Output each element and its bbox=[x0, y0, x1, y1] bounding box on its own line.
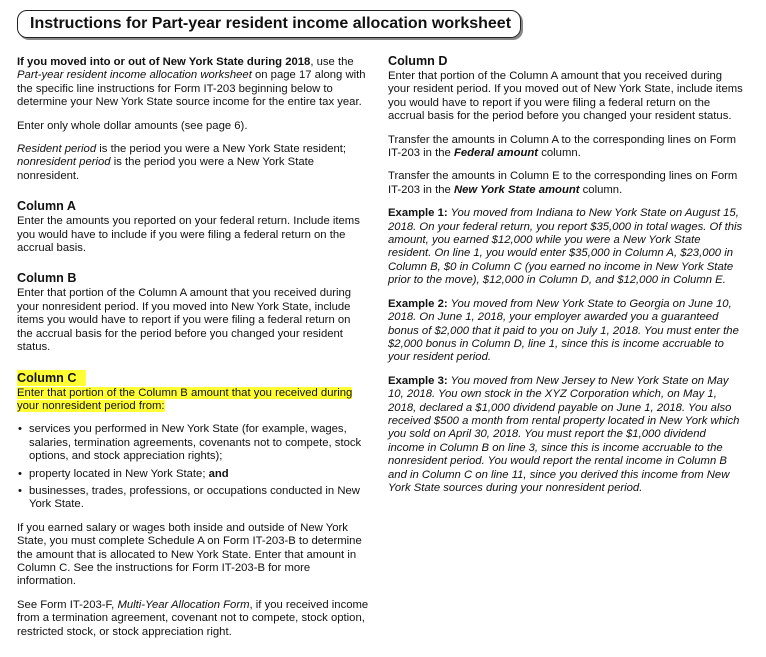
column-a-heading: Column A bbox=[17, 199, 76, 214]
transfer-a-text-1: Transfer the amounts in Column A to the corresponding lines on Form IT-203 in the bbox=[388, 133, 737, 160]
example-2 bbox=[388, 298, 744, 365]
resident-period-term: Resident period bbox=[17, 143, 97, 156]
column-c-heading bbox=[17, 371, 369, 386]
example-1-label: Example 1: bbox=[388, 207, 448, 220]
intro-italic: Part-year resident income allocation worksheet bbox=[17, 69, 252, 82]
period-text-b: is the period you were a New York State resident; bbox=[96, 143, 347, 156]
example-1-text: You moved from Indiana to New York State on August 15, 2018. On your federal return, you report $35,000 in total wages. Of this amount, you earned $12,000 while you were a New York State resident. On line 1, you would enter $35,000 in Column A, $23,000 in Column B, $0 in Column C (you earned no income in New York State prior to the move), $12,000 in Column D, and $12,000 in Column E. bbox=[388, 207, 743, 287]
right-column bbox=[388, 54, 744, 505]
whole-dollars-note: Enter only whole dollar amounts (see page 6). bbox=[17, 119, 248, 132]
worksheet-title: Instructions for Part-year resident income allocation worksheet bbox=[30, 15, 512, 32]
salary-paragraph: If you earned salary or wages both inside and outside of New York State, you must complete Schedule A on Form IT-203-B to determine the amount that is allocated to New York State. Enter that amount in Column C. See the instructions for Form IT-203-B for more information. bbox=[17, 521, 362, 588]
worksheet-title-box bbox=[17, 10, 521, 38]
period-text-d: is the period you were a New York State nonresident. bbox=[17, 156, 315, 182]
bullet-businesses: • businesses, trades, professions, or occupations conducted in New York State. bbox=[17, 485, 369, 512]
column-c-text-highlight: Enter that portion of the Column B amount that you received during your nonresident period from: bbox=[17, 386, 353, 412]
column-d-heading: Column D bbox=[388, 54, 448, 68]
column-c-bullet-list bbox=[17, 423, 369, 511]
column-c-heading-highlight: Column C bbox=[17, 370, 86, 386]
see-form-text-a: See Form IT-203-F, bbox=[17, 598, 118, 611]
federal-amount-term: Federal amount bbox=[453, 147, 539, 160]
see-form-italic: Multi-Year Allocation Form bbox=[117, 598, 250, 611]
left-column bbox=[17, 56, 369, 649]
example-2-text: You moved from New York State to Georgia on June 10, 2018. On June 1, 2018, your employer awarded you a guaranteed bonus of $2,000 that it paid to you on July 1, 2018. You must enter the $2,000 bonus in Column D, line 1, since this is income accruable to your resident period. bbox=[388, 297, 739, 364]
bullet-services: • services you performed in New York State (for example, wages, salaries, termination agreements, covenants not to compete, stock options, and stock appreciation rights); bbox=[17, 423, 369, 463]
see-form-text-b: , if you received income from a termination agreement, covenant not to compete, stock option, restricted stock, or stock appreciation right. bbox=[17, 598, 369, 638]
intro-paragraph bbox=[17, 56, 369, 110]
transfer-e-text-2: column. bbox=[579, 183, 623, 196]
example-2-label: Example 2: bbox=[388, 297, 448, 310]
column-c-text bbox=[17, 387, 369, 414]
column-b-text: Enter that portion of the Column A amount that you received during your nonresident period. If you moved into New York State, include items you would have to report if you were filing a federal return on the accrual basis for the period before you changed your resident status. bbox=[17, 287, 352, 354]
intro-text-b: on page 17 along with the specific line instructions for Form IT-203 beginning below to determine your New York State source income for the entire tax year. bbox=[17, 69, 366, 109]
intro-text-a: , use the bbox=[310, 56, 354, 68]
example-1 bbox=[388, 207, 744, 287]
transfer-column-a bbox=[388, 134, 744, 161]
transfer-e-text-1: Transfer the amounts in Column E to the corresponding lines on Form IT-203 in the bbox=[388, 170, 738, 196]
nonresident-period-term: nonresident period bbox=[17, 156, 111, 169]
transfer-column-e bbox=[388, 170, 744, 197]
bullet-property-text: property located in New York State; bbox=[29, 467, 209, 480]
column-d-text: Enter that portion of the Column A amount that you received during your resident period. If you moved out of New York State, include items you would have to report if you were filing a federal return on the accrual basis for the period before you changed your resident status. bbox=[388, 70, 743, 123]
column-b-heading: Column B bbox=[17, 271, 77, 286]
see-form-paragraph bbox=[17, 599, 369, 639]
example-3 bbox=[388, 375, 744, 496]
example-3-text: You moved from New Jersey to New York State on May 10, 2018. You own stock in the XYZ Corporation which, on May 1, 2018, declared a $1,000 dividend payable on June 1, 2018. You also received $500 a month from rental property located in New York which you sold on April 30, 2018. You must report the $1,000 dividend income in Column B on line 3, since this is income accruable to the nonresident period. You would report the rental income in Column B and in Column C on line 11, since you derived this income from New York State sources during your nonresident period. bbox=[388, 374, 740, 494]
example-3-label: Example 3: bbox=[388, 374, 448, 387]
intro-bold: If you moved into or out of New York State during 2018 bbox=[17, 56, 311, 68]
bullet-property bbox=[17, 468, 369, 481]
period-definitions bbox=[17, 143, 369, 183]
transfer-a-text-2: column. bbox=[538, 147, 581, 160]
column-a-text: Enter the amounts you reported on your federal return. Include items you would have to include if you were filing a federal return on the accrual basis. bbox=[17, 215, 360, 255]
bullet-property-and: and bbox=[208, 467, 229, 480]
nys-amount-term: New York State amount bbox=[453, 183, 580, 196]
